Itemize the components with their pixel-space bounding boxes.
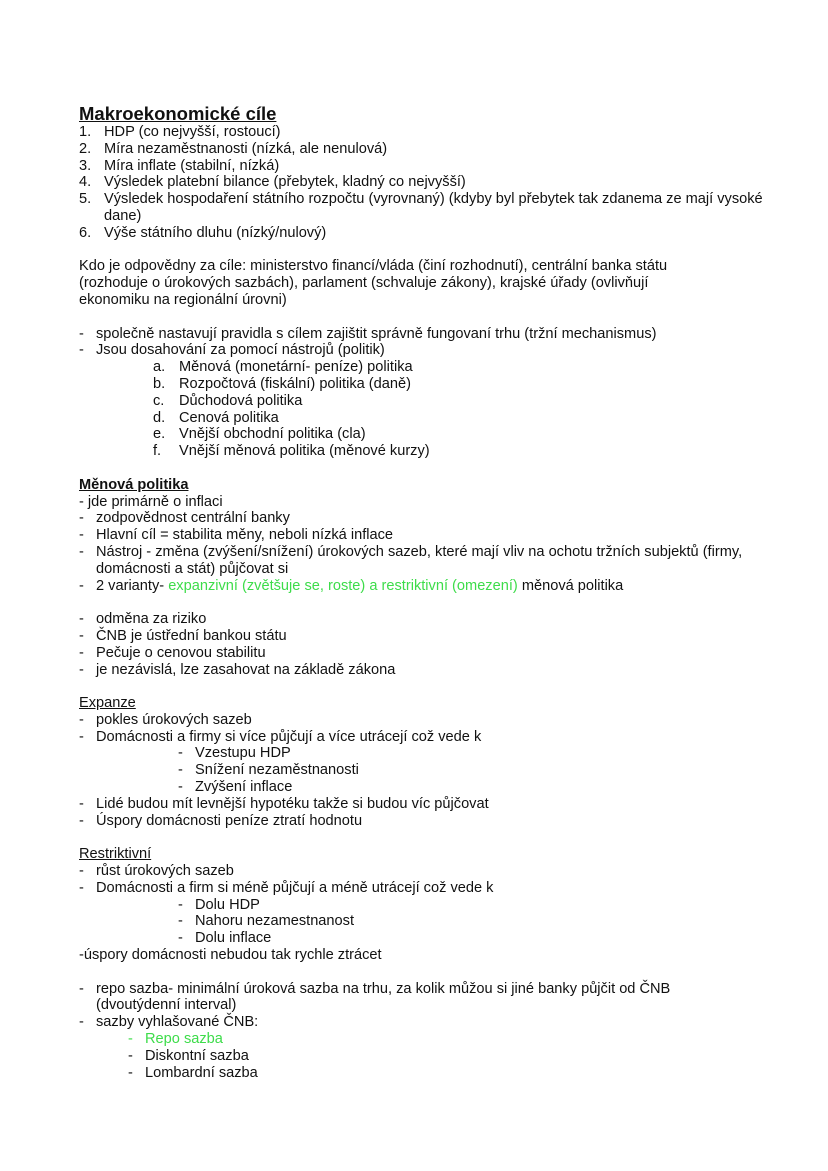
policy-item: e. Vnější obchodní politika (cla)	[153, 426, 366, 443]
list-item: - Domácnosti a firm si méně půjčují a méně utrácejí což vede k	[79, 879, 494, 896]
goal-item: 6. Výše státního dluhu (nízký/nulový)	[79, 224, 327, 241]
list-item: - jde primárně o inflaci	[79, 493, 223, 510]
sub-list-item: - Dolu HDP	[178, 896, 260, 913]
section-heading-expanze: Expanze	[79, 695, 136, 712]
sub-list-item: - Snížení nezaměstnanosti	[178, 762, 359, 779]
sub-list-item-highlighted: - Repo sazba	[128, 1031, 223, 1048]
sub-list-item: - Zvýšení inflace	[178, 779, 293, 796]
list-item: - ČNB je ústřední bankou státu	[79, 627, 287, 644]
goal-item: 1. HDP (co nejvyšší, rostoucí)	[79, 124, 281, 140]
list-item: - Nástroj - změna (zvýšení/snížení) úrokových sazeb, které mají vliv na ochotu tržních subjektů (firmy, domácnosti a stát) půjčovat si	[79, 543, 743, 577]
sub-list-item: - Vzestupu HDP	[178, 745, 291, 762]
list-item: - repo sazba- minimální úroková sazba na trhu, za kolik můžou si jiné banky půjčit od ČNB (dvoutýdenní interval)	[79, 980, 671, 1014]
sub-list-item: - Dolu inflace	[178, 930, 272, 947]
goal-item: 5. Výsledek hospodaření státního rozpočtu (vyrovnaný) (kdyby byl přebytek tak zdanema ze mají vysoké dane)	[79, 191, 763, 224]
policy-item: f. Vnější měnová politika (měnové kurzy)	[153, 443, 430, 460]
list-item: - Hlavní cíl = stabilita měny, neboli nízká inflace	[79, 527, 394, 544]
responsible-paragraph: Kdo je odpovědny za cíle: ministerstvo financí/vláda (činí rozhodnutí), centrální banka státu (rozhoduje o úrokových sazbách), parlament (schvaluje zákony), krajské úřady (ovlivňují ekonomiku na regionální úrovni)	[79, 258, 668, 308]
list-item: - společně nastavují pravidla s cílem zajištit správně fungovaní trhu (tržní mechanismus)	[79, 325, 657, 342]
list-item: - odměna za riziko	[79, 611, 207, 628]
highlighted-text: expanzivní (zvětšuje se, roste) a restriktivní (omezení)	[168, 577, 518, 594]
list-item-variants: - 2 varianty- expanzivní (zvětšuje se, roste) a restriktivní (omezení) měnová politika	[79, 577, 624, 594]
list-item: - Úspory domácnosti peníze ztratí hodnotu	[79, 812, 363, 829]
list-item: - Lidé budou mít levnější hypotéku takže si budou víc půjčovat	[79, 795, 489, 812]
list-item: - sazby vyhlašované ČNB:	[79, 1014, 259, 1031]
goal-item: 2. Míra nezaměstnanosti (nízká, ale nenulová)	[79, 140, 388, 157]
section-heading-menova: Měnová politika	[79, 476, 189, 493]
sub-list-item: - Lombardní sazba	[128, 1064, 258, 1081]
goal-item: 3. Míra inflate (stabilní, nízká)	[79, 157, 280, 174]
list-item: - Domácnosti a firmy si více půjčují a více utrácejí což vede k	[79, 728, 482, 745]
policy-item: a. Měnová (monetární- peníze) politika	[153, 359, 413, 376]
policy-item: b. Rozpočtová (fiskální) politika (daně)	[153, 375, 411, 392]
list-item: - Pečuje o cenovou stabilitu	[79, 644, 266, 661]
list-item: - pokles úrokových sazeb	[79, 711, 252, 728]
list-item: - zodpovědnost centrální banky	[79, 510, 290, 527]
policy-item: c. Důchodová politika	[153, 392, 303, 409]
sub-list-item: - Nahoru nezamestnanost	[178, 913, 355, 930]
policy-item: d. Cenová politika	[153, 409, 279, 426]
document-page	[79, 104, 779, 1081]
goal-item: 4. Výsledek platební bilance (přebytek, kladný co nejvyšší)	[79, 174, 466, 191]
section-heading-restriktivni: Restriktivní	[79, 846, 152, 863]
list-item: -úspory domácnosti nebudou tak rychle ztrácet	[79, 947, 382, 964]
sub-list-item: - Diskontní sazba	[128, 1047, 249, 1064]
list-item: - je nezávislá, lze zasahovat na základě zákona	[79, 661, 396, 678]
list-item: - růst úrokových sazeb	[79, 863, 234, 880]
list-item: - Jsou dosahování za pomocí nástrojů (politik)	[79, 342, 385, 359]
page-title: Makroekonomické cíle	[79, 103, 277, 124]
